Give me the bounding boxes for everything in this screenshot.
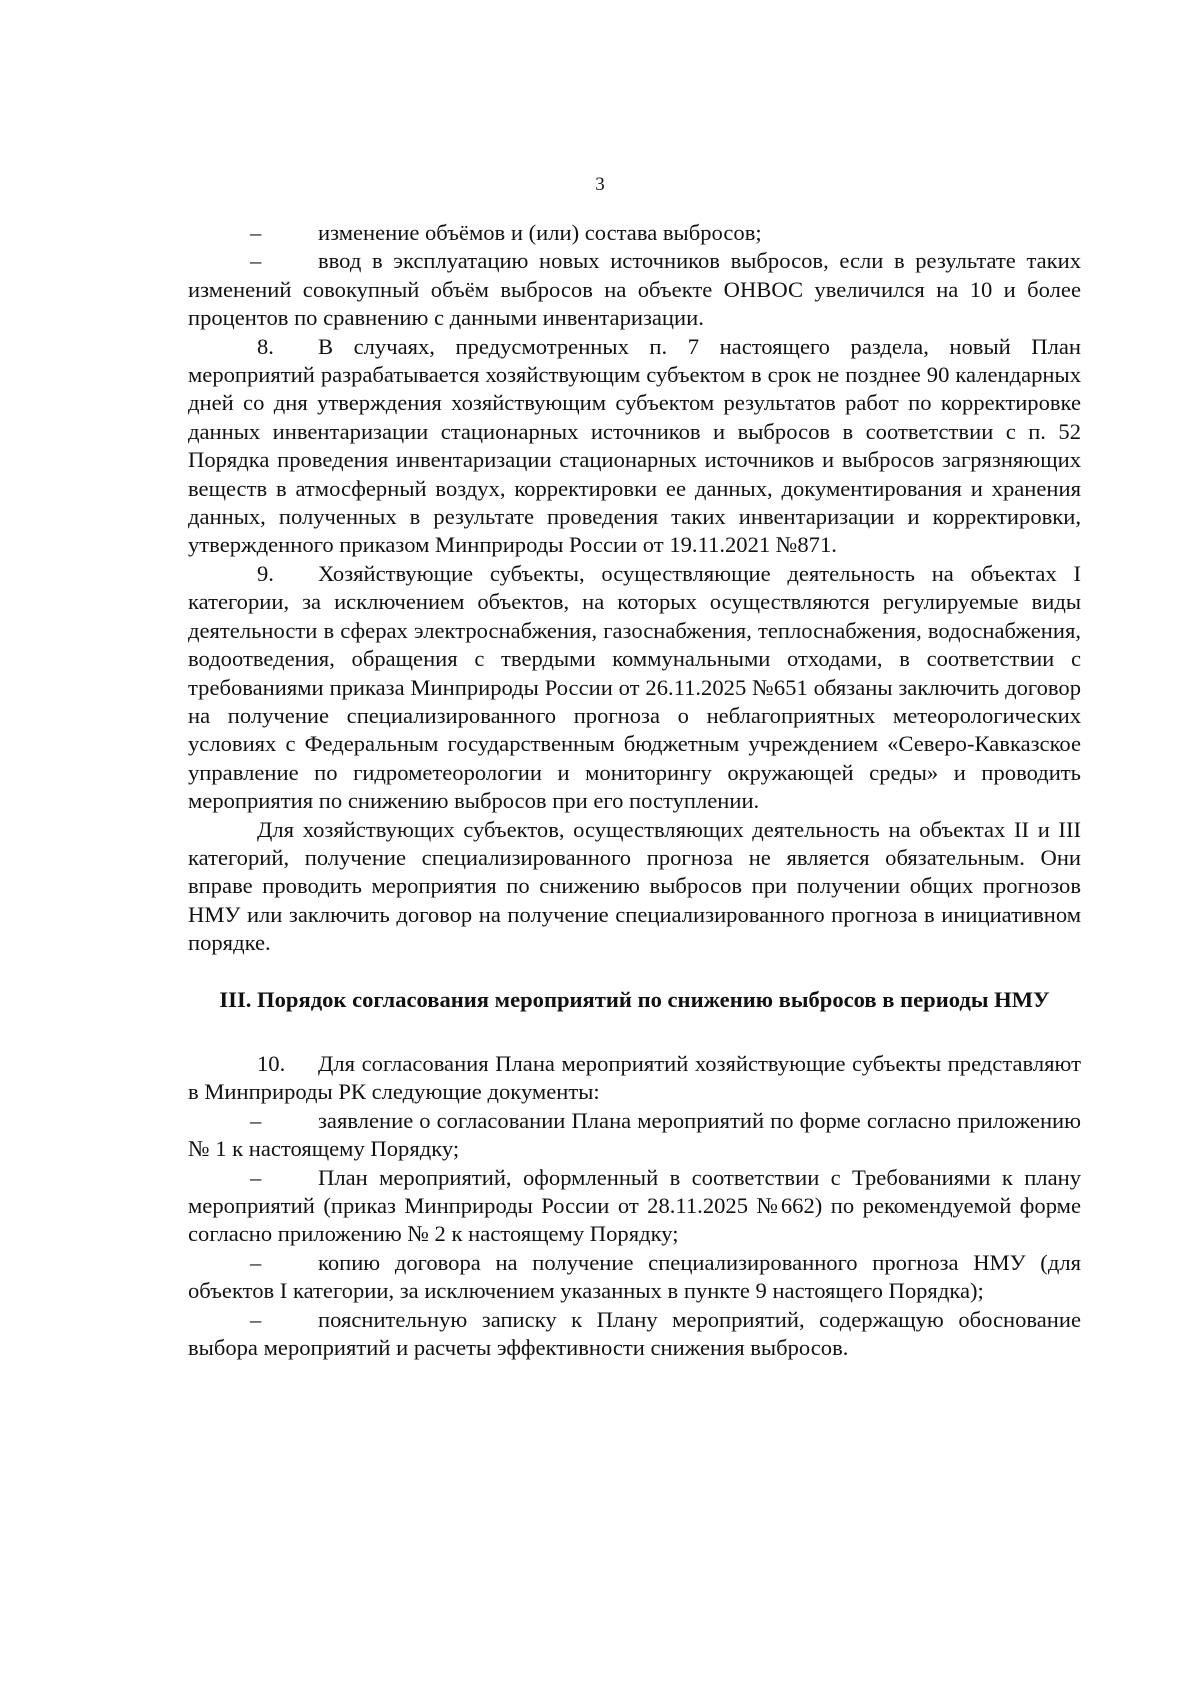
paragraph-text: Для согласования Плана мероприятий хозяйствующие субъекты представляют в Минприроды РК следующие документы: bbox=[188, 1050, 1081, 1105]
numbered-paragraph bbox=[188, 333, 1081, 560]
list-item-text: пояснительную записку к Плану мероприятий, содержащую обоснование выбора мероприятий и расчеты эффективности снижения выбросов. bbox=[188, 1306, 1081, 1361]
list-dash: – bbox=[250, 1107, 262, 1133]
paragraph bbox=[188, 816, 1081, 958]
list-item bbox=[188, 1107, 1081, 1164]
numbered-paragraph bbox=[188, 560, 1081, 816]
list-item bbox=[188, 1306, 1081, 1363]
paragraph-text: Хозяйствующие субъекты, осуществляющие деятельность на объектах I категории, за исключением объектов, на которых осуществляются регулируемые виды деятельности в сферах электроснабжения, газоснабжения, теплоснабжения, водоснабжения, водоотведения, обращения с твердыми коммунальными отходами, в соответствии с требованиями приказа Минприроды России от 26.11.2025 №651 обязаны заключить договор на получение специализированного прогноза о неблагоприятных метеорологических условиях с Федеральным государственным бюджетным учреждением «Северо-Кавказское управление по гидрометеорологии и мониторингу окружающей среды» и проводить мероприятия по снижению выбросов при его поступлении. bbox=[188, 560, 1081, 814]
document-body bbox=[188, 219, 1081, 1362]
list-item bbox=[188, 1249, 1081, 1306]
list-item-text: копию договора на получение специализированного прогноза НМУ (для объектов I категории, за исключением указанных в пункте 9 настоящего Порядка); bbox=[188, 1249, 1081, 1304]
list-item-text: ввод в эксплуатацию новых источников выбросов, если в результате таких изменений совокупный объём выбросов на объекте ОНВОС увеличился на 10 и более процентов по сравнению с данными инвентаризации. bbox=[188, 248, 1081, 331]
list-item-text: План мероприятий, оформленный в соответствии с Требованиями к плану мероприятий (приказ Минприроды России от 28.11.2025 №662) по рекомендуемой форме согласно приложению № 2 к настоящему Порядку; bbox=[188, 1164, 1081, 1247]
list-dash: – bbox=[250, 248, 262, 274]
page-number: 3 bbox=[595, 174, 605, 195]
paragraph-number: 9. bbox=[257, 560, 274, 586]
list-dash: – bbox=[250, 1249, 262, 1275]
paragraph-text: В случаях, предусмотренных п. 7 настоящего раздела, новый План мероприятий разрабатывается хозяйствующим субъектом в срок не позднее 90 календарных дней со дня утверждения хозяйствующим субъектом результатов работ по корректировке данных инвентаризации стационарных источников и выбросов в соответствии с п. 52 Порядка проведения инвентаризации стационарных источников и выбросов загрязняющих веществ в атмосферный воздух, корректировки ее данных, документирования и хранения данных, полученных в результате проведения таких инвентаризации и корректировки, утвержденного приказом Минприроды России от 19.11.2021 №871. bbox=[188, 333, 1081, 558]
list-dash: – bbox=[250, 1306, 262, 1332]
list-item bbox=[188, 1164, 1081, 1249]
paragraph-text: Для хозяйствующих субъектов, осуществляющих деятельность на объектах II и III категорий, получение специализированного прогноза не является обязательным. Они вправе проводить мероприятия по снижению выбросов при получении общих прогнозов НМУ или заключить договор на получение специализированного прогноза в инициативном порядке. bbox=[188, 816, 1081, 956]
numbered-paragraph bbox=[188, 1050, 1081, 1107]
list-item bbox=[188, 219, 1081, 247]
list-item-text: заявление о согласовании Плана мероприятий по форме согласно приложению № 1 к настоящему Порядку; bbox=[188, 1107, 1081, 1162]
section-title: III. Порядок согласования мероприятий по снижению выбросов в периоды НМУ bbox=[219, 986, 1050, 1012]
list-item-text: изменение объёмов и (или) состава выбросов; bbox=[318, 220, 762, 245]
list-dash: – bbox=[250, 1164, 262, 1190]
paragraph-number: 8. bbox=[257, 333, 274, 359]
list-dash: – bbox=[250, 220, 262, 245]
list-item bbox=[188, 247, 1081, 332]
paragraph-number: 10. bbox=[257, 1050, 286, 1076]
